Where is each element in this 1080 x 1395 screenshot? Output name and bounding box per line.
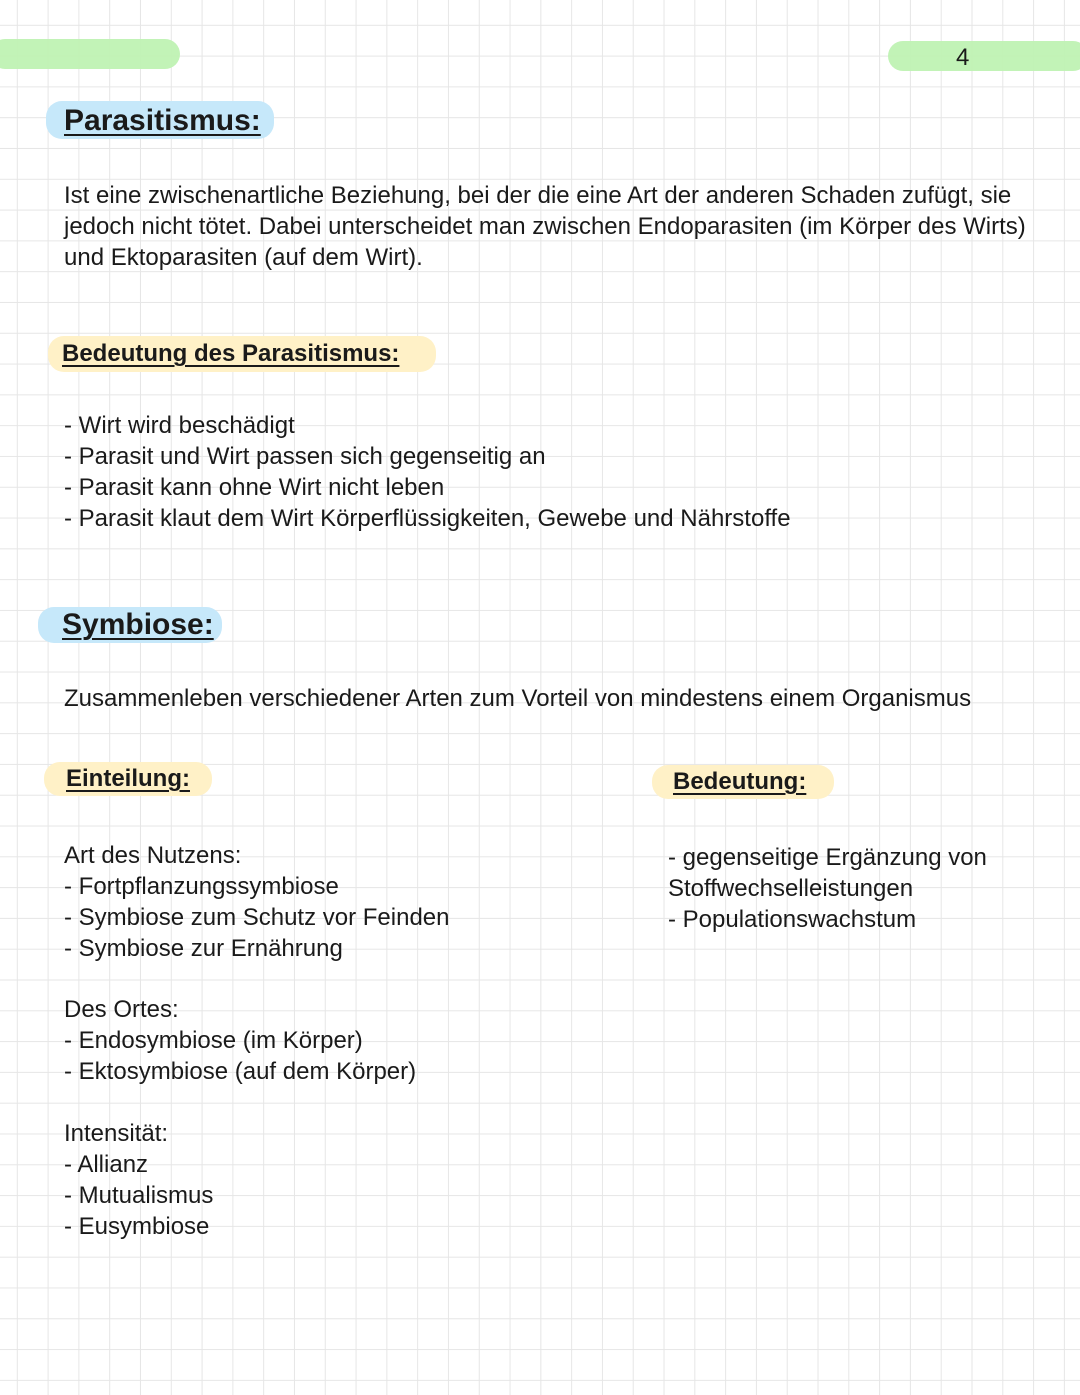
list-item: - Symbiose zum Schutz vor Feinden (64, 902, 450, 933)
list-item: - Mutualismus (64, 1180, 213, 1211)
symbiose-bedeutung-title: Bedeutung: (673, 768, 807, 795)
list-item: - Allianz (64, 1149, 213, 1180)
list-item: - Endosymbiose (im Körper) (64, 1025, 416, 1056)
list-item: - Parasit kann ohne Wirt nicht leben (64, 472, 791, 503)
einteilung-nutzen-list (64, 871, 450, 964)
list-item: - Eusymbiose (64, 1211, 213, 1242)
list-item: - Symbiose zur Ernährung (64, 933, 450, 964)
list-item: - Populationswachstum (668, 904, 1028, 935)
list-item: - Fortpflanzungssymbiose (64, 871, 450, 902)
symbiose-definition: Zusammenleben verschiedener Arten zum Vorteil von mindestens einem Organismus (64, 685, 972, 712)
symbiose-title: Symbiose: (62, 608, 214, 641)
list-item: - Wirt wird beschädigt (64, 410, 791, 441)
einteilung-ort-list (64, 1025, 416, 1087)
list-item: - Ektosymbiose (auf dem Körper) (64, 1056, 416, 1087)
group-label: Intensität: (64, 1120, 169, 1147)
page-number: 4 (956, 44, 970, 71)
symbiose-bedeutung-list (668, 842, 1028, 935)
einteilung-intensitaet-list (64, 1149, 213, 1242)
parasitismus-bedeutung-list (64, 410, 791, 534)
list-item: - Parasit und Wirt passen sich gegenseitig an (64, 441, 791, 472)
group-label: Des Ortes: (64, 996, 179, 1023)
group-label: Art des Nutzens: (64, 842, 242, 869)
parasitismus-bedeutung-title: Bedeutung des Parasitismus: (62, 340, 400, 367)
list-item: - Parasit klaut dem Wirt Körperflüssigkeiten, Gewebe und Nährstoffe (64, 503, 791, 534)
einteilung-title: Einteilung: (66, 765, 190, 792)
list-item: - gegenseitige Ergänzung von Stoffwechselleistungen (668, 842, 1028, 904)
washi-tape-right (888, 41, 1080, 71)
parasitismus-definition: Ist eine zwischenartliche Beziehung, bei der die eine Art der anderen Schaden zufügt, sie jedoch nicht tötet. Dabei unterscheidet man zwischen Endoparasiten (im Körper des Wirts) und Ektoparasiten (auf dem Wirt). (64, 182, 1026, 271)
washi-tape-left (0, 39, 180, 69)
parasitismus-title: Parasitismus: (64, 104, 261, 137)
